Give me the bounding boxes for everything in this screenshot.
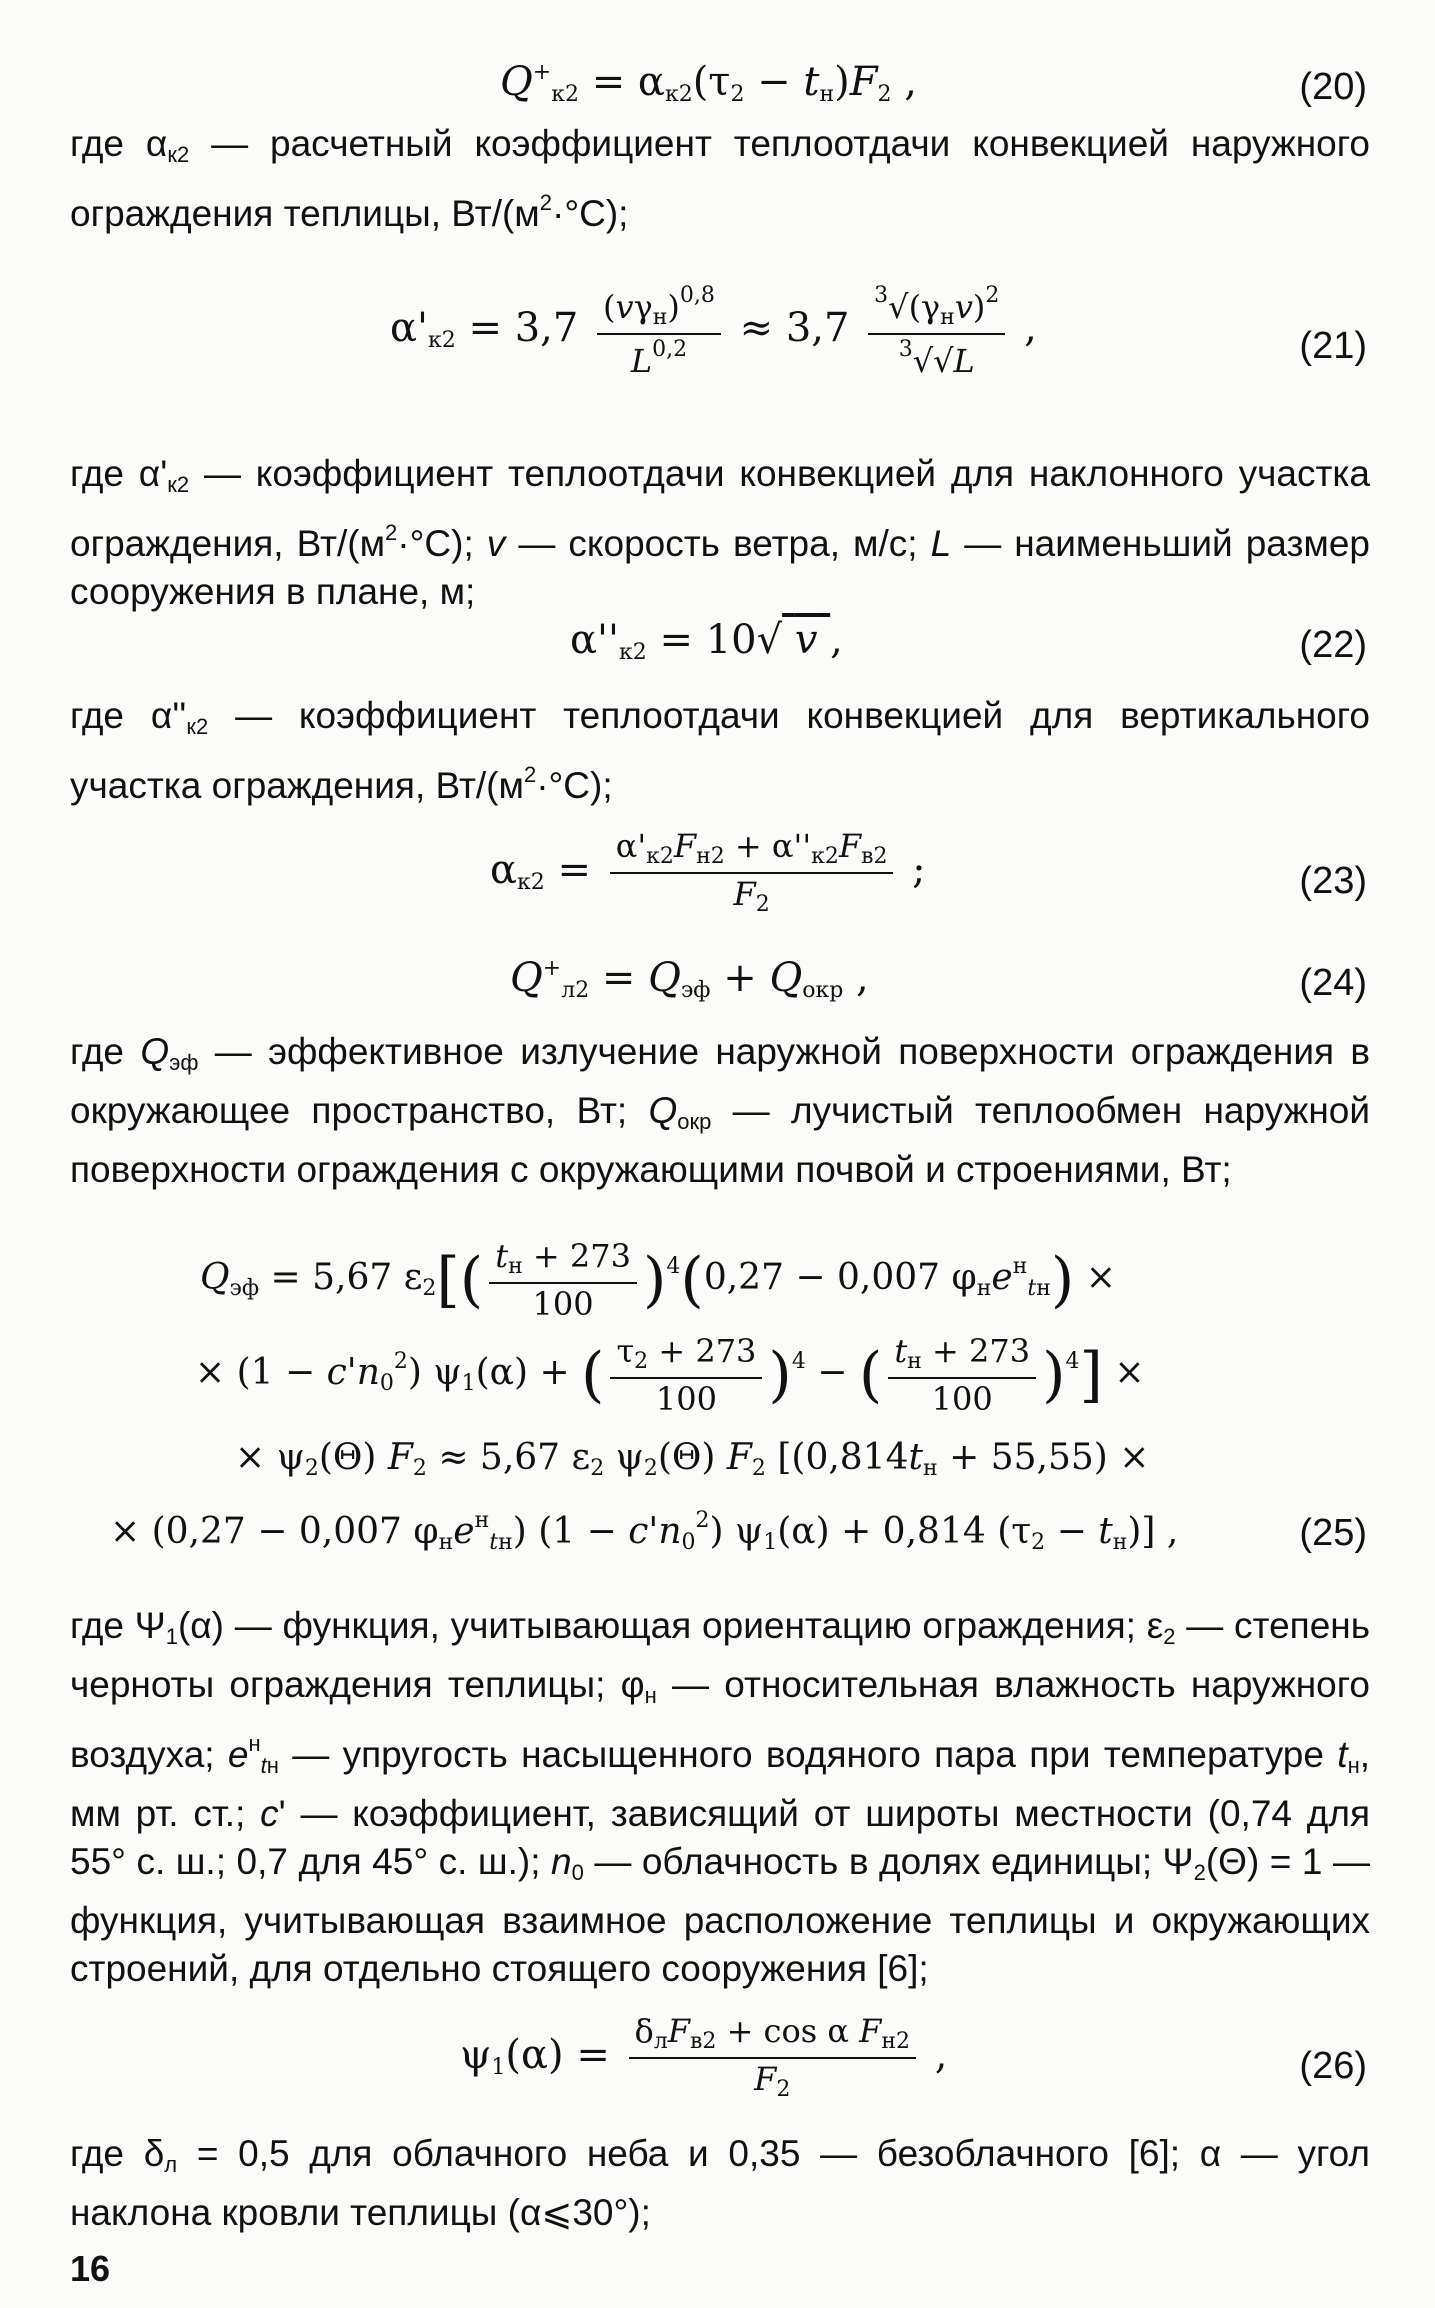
page-number: 16 (70, 2248, 111, 2289)
equation-25: $Q_{эф} = 5,67$ $\varepsilon_2$[( $\frac{t_н + 273}{100}$ )$^4$(0,27 − 0,007 $\varphi_нe^н_{tн}$) × × $(1 - c'n_0^2)$ $\psi_1(\alpha)$ + ( $\frac{\tau_2 + 273}{100}$ )$^4$ − ( $\frac{t_н + 273}{100}$ )$^4$] × × $\psi_2(\Theta) F_2 \approx 5,67$ $\varepsilon_2$ $\psi_2(\Theta)$ $F_2$ [$(0,814t_н + 55,55)$ × × (0,27 − 0,007 $\varphi_нe^н_{tн}$) $(1 - c'n_0^2)$ $\psi_1(\alpha) + 0,814$ $(\tau_2 - t_н)$] , (25) (110, 1237, 1367, 1555)
equation-number: (21) (1299, 325, 1367, 367)
equation-number: (26) (1299, 2045, 1367, 2087)
equation-22: $\alpha''_{к2} = 10√$ v , (22) (570, 617, 1367, 666)
paragraph-3: где $\alpha''_{к2}$ — коэффициент теплоотдачи конвекцией для вертикального участка ограждения, $Вт/(м^2\cdot^\circ С)$; (70, 695, 1370, 806)
equation-number: (24) (1299, 962, 1367, 1004)
equation-24: $Q^+_{л2} = Q_{эф} + Q_{окр}$ , (24) (510, 955, 1367, 1004)
equation-21: $\alpha'_{к2} = 3,7$ $\frac{(v\gamma_н)^{0,8}}{L^{0,2}}$ ≈ 3,7 $\frac{^3√(\gamma_нv)^2}{^3√√L}$ , (21) (390, 283, 1367, 380)
paragraph-4: где $Q_{эф}$ — эффективное излучение наружной поверхности ограждения в окружающее пространство, Вт; $Q_{окр}$ — лучистый теплообмен наружной поверхности ограждения с окружающими почвой и строениями, Вт; (70, 1031, 1371, 1190)
equation-number: (22) (1299, 624, 1367, 666)
equation-26: $\psi_1(\alpha)$ = $\frac{\delta_лF_{в2} + \cos \alpha F_{н2}}{F_2}$ , (26) (460, 2012, 1367, 2102)
paragraph-6: где $\delta_л = 0,5$ для облачного неба и 0,35 — безоблачного [6]; α — угол наклона кровли теплицы (α⩽30°); (70, 2133, 1370, 2233)
paragraph-2: где $\alpha'_{к2}$ — коэффициент теплоотдачи конвекцией для наклонного участка ограждения, $Вт/(м^2\cdot^\circ С)$; v — скорость ветра, м/с; L — наименьший размер сооружения в плане, м; (70, 453, 1371, 612)
equation-number: (20) (1299, 66, 1367, 108)
paragraph-1: где $\alpha_{к2}$ — расчетный коэффициент теплоотдачи конвекцией наружного ограждения теплицы, $Вт/(м^2\cdot^\circ С)$; (70, 123, 1370, 234)
equation-23: $\alpha_{к2}$ = $\frac{\alpha'_{к2}F_{н2} + \alpha''_{к2}F_{в2}}{F_2}$ ; (23) (490, 827, 1367, 917)
equation-number: (25) (1299, 1512, 1367, 1554)
paragraph-5: где $\Psi_1(\alpha)$ — функция, учитывающая ориентацию ограждения; $\varepsilon_2$ — степень черноты ограждения теплицы; $\varphi_н$ — относительная влажность наружного воздуха; $e^н_{tн}$ — упругость насыщенного водяного пара при температуре $t_н$, мм рт. ст.; c' — коэффициент, зависящий от широты местности (0,74 для 55° с. ш.; 0,7 для 45° с. ш.); $n_0$ — облачность в долях единицы; $\Psi_2(\Theta) = 1$ — функция, учитывающая взаимное расположение теплицы и окружающих строений, для отдельно стоящего сооружения [6]; (70, 1605, 1371, 1989)
equation-number: (23) (1299, 860, 1367, 902)
equation-20: $Q^+_{к2} = \alpha_{к2}(\tau_2 - t_н)F_2$ , (20) (500, 59, 1367, 108)
